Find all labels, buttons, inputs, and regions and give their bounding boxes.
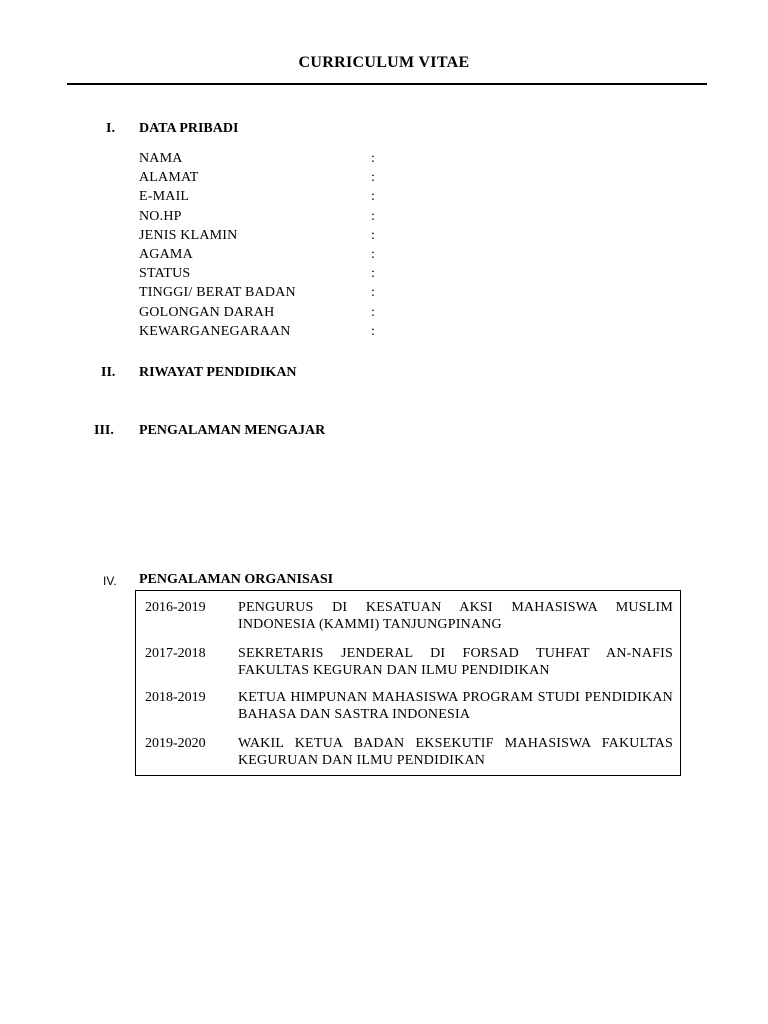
section-title-pengalaman-organisasi: PENGALAMAN ORGANISASI xyxy=(139,572,334,587)
field-label: TINGGI/ BERAT BADAN xyxy=(139,285,296,301)
field-separator: : xyxy=(371,285,375,301)
section-number-1: I. xyxy=(106,121,115,136)
organization-description: KETUA HIMPUNAN MAHASISWA PROGRAM STUDI PENDIDIKAN BAHASA DAN SASTRA INDONESIA xyxy=(238,690,673,722)
field-separator: : xyxy=(371,304,375,320)
field-label: NAMA xyxy=(139,151,183,166)
field-row-status xyxy=(139,266,539,285)
field-label: KEWARGANEGARAAN xyxy=(139,323,291,339)
organization-years: 2018-2019 xyxy=(145,690,206,705)
field-separator: : xyxy=(371,208,375,224)
section-number-2: II. xyxy=(101,365,116,380)
field-label: GOLONGAN DARAH xyxy=(139,304,275,320)
field-row-kewarganegaraan xyxy=(139,324,539,343)
section-title-data-pribadi: DATA PRIBADI xyxy=(139,121,239,136)
organization-years: 2017-2018 xyxy=(145,646,206,661)
field-separator: : xyxy=(371,227,375,243)
field-row-jenis-klamin xyxy=(139,228,539,247)
organization-years: 2016-2019 xyxy=(145,600,206,615)
section-number-3: III. xyxy=(94,423,114,438)
field-separator: : xyxy=(371,189,375,205)
field-label: E-MAIL xyxy=(139,189,190,205)
field-label: NO.HP xyxy=(139,208,182,224)
document-title: CURRICULUM VITAE xyxy=(298,54,470,71)
field-row-alamat xyxy=(139,170,539,189)
personal-data-list xyxy=(139,151,539,343)
organization-description: WAKIL KETUA BADAN EKSEKUTIF MAHASISWA FAKULTAS KEGURUAN DAN ILMU PENDIDIKAN xyxy=(238,736,673,768)
organization-description: SEKRETARIS JENDERAL DI FORSAD TUHFAT AN-NAFIS FAKULTAS KEGURAN DAN ILMU PENDIDIKAN xyxy=(238,646,673,678)
field-row-agama xyxy=(139,247,539,266)
field-label: STATUS xyxy=(139,266,191,282)
field-separator: : xyxy=(371,266,375,282)
field-label: JENIS KLAMIN xyxy=(139,227,238,243)
field-row-email xyxy=(139,189,539,208)
section-number-4: IV. xyxy=(103,574,117,588)
field-label: AGAMA xyxy=(139,246,193,262)
title-divider xyxy=(67,83,707,85)
field-label: ALAMAT xyxy=(139,170,199,186)
section-title-riwayat-pendidikan: RIWAYAT PENDIDIKAN xyxy=(139,365,297,380)
field-row-nohp xyxy=(139,209,539,228)
section-title-pengalaman-mengajar: PENGALAMAN MENGAJAR xyxy=(139,423,326,438)
organization-years: 2019-2020 xyxy=(145,736,206,751)
organization-description: PENGURUS DI KESATUAN AKSI MAHASISWA MUSLIM INDONESIA (KAMMI) TANJUNGPINANG xyxy=(238,600,673,632)
field-row-tinggi-berat xyxy=(139,285,539,304)
field-separator: : xyxy=(371,151,375,166)
field-row-nama xyxy=(139,151,539,170)
field-separator: : xyxy=(371,170,375,186)
field-separator: : xyxy=(371,323,375,339)
field-separator: : xyxy=(371,246,375,262)
field-row-golongan-darah xyxy=(139,305,539,324)
organization-table xyxy=(135,590,681,776)
